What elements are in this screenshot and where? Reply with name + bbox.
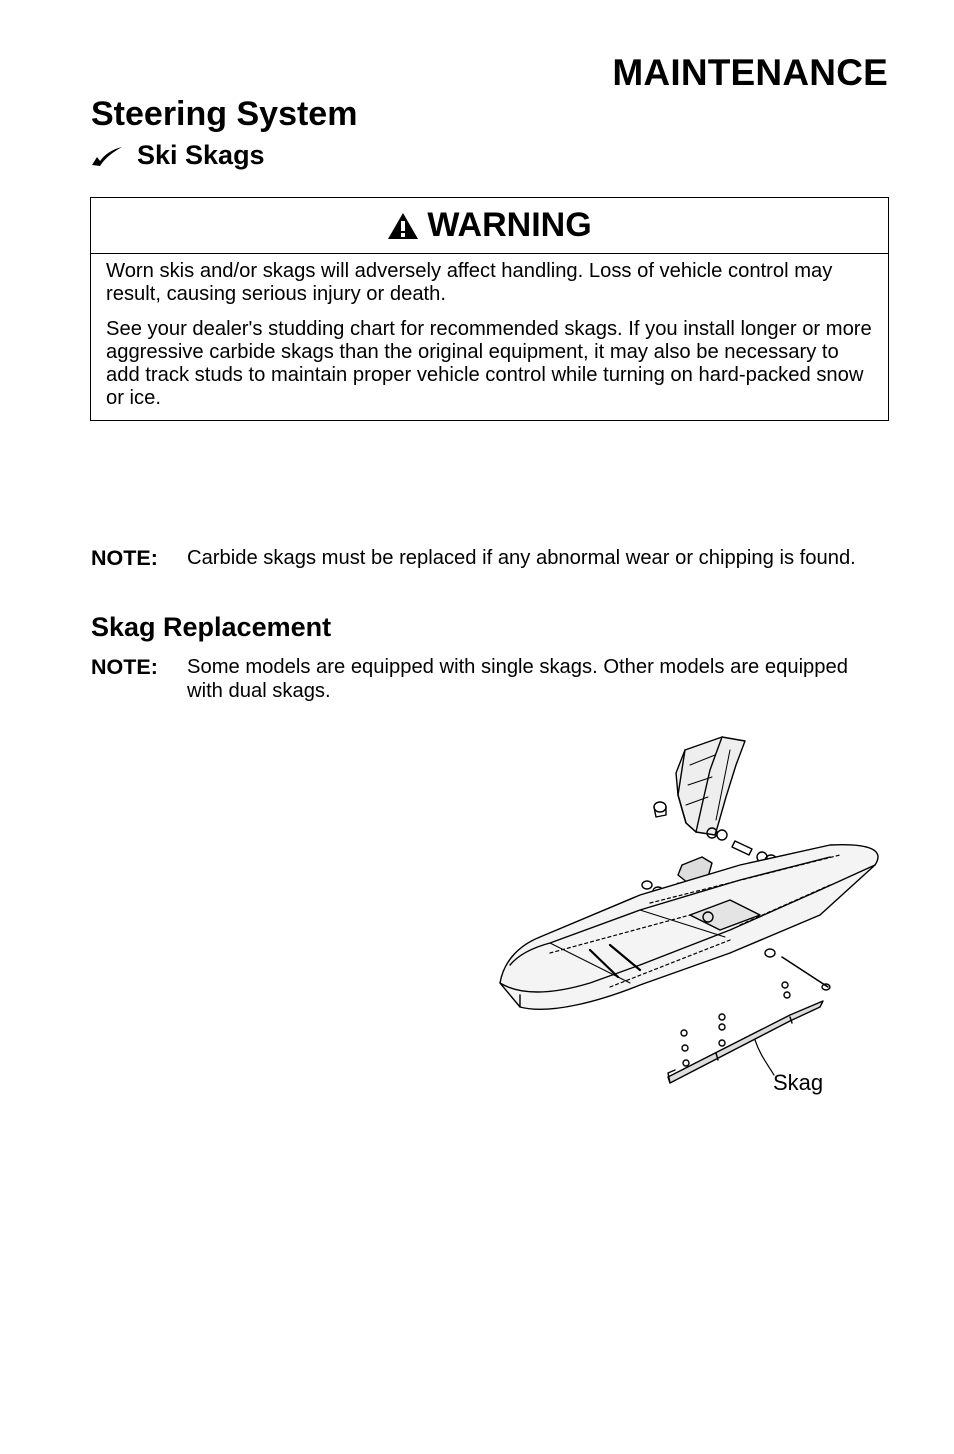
note-label: NOTE: bbox=[91, 546, 158, 570]
note-carbide bbox=[91, 546, 877, 570]
note-text: Some models are equipped with single skags. Other models are equipped with dual skags. bbox=[187, 656, 848, 702]
note-text: Carbide skags must be replaced if any abnormal wear or chipping is found. bbox=[187, 547, 856, 569]
sub-heading-label: Ski Skags bbox=[137, 140, 265, 170]
skag-callout-label: Skag bbox=[773, 1070, 824, 1095]
skag-replacement-heading: Skag Replacement bbox=[91, 612, 332, 642]
warning-body bbox=[91, 254, 888, 410]
warning-paragraph: See your dealer's studding chart for recommended skags. If you install longer or more aggressive carbide skags than the original equipment, it may also be necessary to add track studs to maintain proper vehicle control while turning on hard-packed snow or ice. bbox=[106, 318, 872, 409]
note-label: NOTE: bbox=[91, 655, 158, 679]
spindle-bracket bbox=[676, 737, 745, 835]
checkmark-icon bbox=[91, 145, 123, 167]
page-title: Steering System bbox=[91, 95, 358, 133]
ski-skags-heading bbox=[91, 140, 265, 171]
warning-title: WARNING bbox=[427, 206, 592, 244]
warning-header bbox=[91, 198, 888, 254]
ski-exploded-diagram bbox=[490, 725, 890, 1110]
warning-paragraph: Worn skis and/or skags will adversely affect handling. Loss of vehicle control may result, causing serious injury or death. bbox=[106, 260, 833, 305]
warning-box bbox=[90, 197, 889, 421]
note-skag-models bbox=[91, 655, 877, 703]
section-title: MAINTENANCE bbox=[612, 52, 888, 93]
warning-triangle-icon bbox=[387, 212, 419, 240]
